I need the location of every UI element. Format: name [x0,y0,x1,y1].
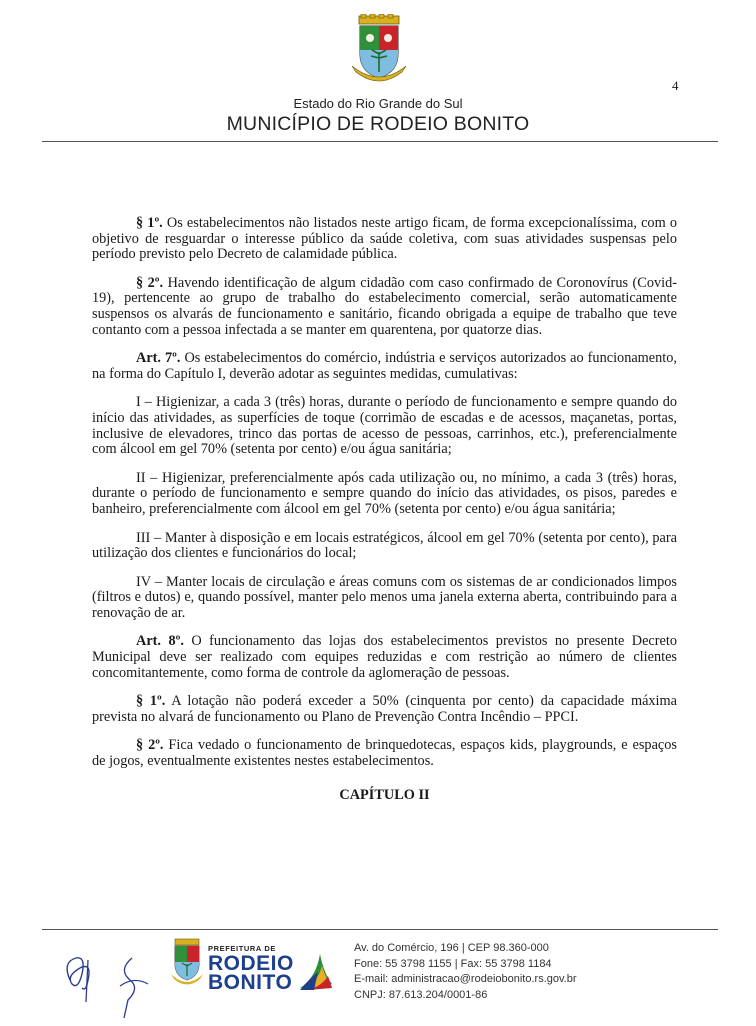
paragraph-art8-p2 [92,738,677,769]
article-label: Art. 7º. [136,350,181,367]
contact-address: Av. do Comércio, 196 | CEP 98.360-000 [354,942,549,954]
paragraph-text: Fica vedado o funcionamento de brinquedotecas, espaços kids, playgrounds, e espaços de jogos, eventualmente existentes nestes estabelecimentos. [92,737,677,770]
document-body [92,216,677,803]
article-label: Art. 8º. [136,633,184,650]
paragraph-art8 [92,634,677,681]
paragraph-item-ii: II – Higienizar, preferencialmente após cada utilização ou, no mínimo, a cada 3 (três) horas, durante o período de funcionamento e sempre quando do início das atividades, os pisos, paredes e banheiro, preferencialmente com álcool em gel 70% (setenta por cento) e/ou água sanitária; [92,469,677,517]
contact-info [354,941,577,1003]
paragraph-art6-p1 [92,216,677,263]
municipal-crest-icon [170,938,204,990]
header-divider [42,141,718,142]
paragraph-text: A lotação não poderá exceder a 50% (cinquenta por cento) da capacidade máxima prevista no alvará de funcionamento ou Plano de Prevenção Contra Incêndio – PPCI. [92,693,677,725]
paragraph-text: Havendo identificação de algum cidadão com caso confirmado de Coronovírus (Covid-19), pertencente ao grupo de trabalho do estabelecimento comercial, serão automaticamente suspensos os alvarás de funcionamento e sanitário, ficando obrigada a equipe de trabalho que teve contanto com a pessoa infectada a se manter em quarentena, por quatorze dias. [92,274,677,338]
paragraph-text: Os estabelecimentos não listados neste artigo ficam, de forma excepcionalíssima, com o objetivo de resguardar o interesse público da saúde coletiva, com suas atividades suspensas pelo período previsto pelo Decreto de calamidade pública. [92,215,677,263]
logo-prefeitura-text: PREFEITURA DE [208,944,276,953]
paragraph-item-iii: III – Manter à disposição e em locais estratégicos, álcool em gel 70% (setenta por cento), para utilização dos clientes e funcionários do local; [92,529,677,562]
paragraph-item-i: I – Higienizar, a cada 3 (três) horas, durante o período de funcionamento e sempre quando do início das atividades, as superfícies de toque (corrimão de escadas e de acessos, maçanetas, portas, inclusive de elevadores, trinco das portas de acesso de pessoas, carrinhos, etc.), preferencialmente com álcool em gel 70% (setenta por cento) e/ou água sanitária; [92,394,677,458]
logo-bonito-text: BONITO [208,971,293,994]
paragraph-text: Os estabelecimentos do comércio, indústria e serviços autorizados ao funcionamento, na forma do Capítulo I, deverão adotar as seguintes medidas, cumulativas: [92,350,677,382]
state-name: Estado do Rio Grande do Sul [293,96,463,111]
chapter-heading: CAPÍTULO II [339,786,430,803]
paragraph-item-iv: IV – Manter locais de circulação e áreas comuns com os sistemas de ar condicionados limpos (filtros e dutos) e, quando possível, manter pelo menos uma janela externa aberta, contribuindo para a renovação de ar. [92,573,677,621]
paragraph-art7 [92,351,677,382]
municipal-crest-icon [350,14,408,88]
paragraph-text: O funcionamento das lojas dos estabelecimentos previstos no presente Decreto Municipal deve ser realizado com equipes reduzidas e com restrição ao número de clientes concomitantemente, como forma de controle da aglomeração de pessoas. [92,633,677,681]
contact-phone: Fone: 55 3798 1155 | Fax: 55 3798 1184 [354,957,552,970]
contact-email: E-mail: administracao@rodeiobonito.rs.gov.br [354,973,577,985]
contact-cnpj: CNPJ: 87.613.204/0001-86 [354,988,488,1001]
municipality-title: MUNICÍPIO DE RODEIO BONITO [226,113,530,135]
paragraph-label: § 2º. [136,737,164,754]
handwritten-signature [58,940,168,1020]
logo-rodeio-text: RODEIO [208,952,294,975]
paragraph-label: § 2º. [136,274,164,291]
prefeitura-logo [170,938,350,998]
paragraph-label: § 1º. [136,693,166,710]
logo-swoosh-icon [298,948,334,992]
paragraph-art6-p2 [92,276,677,338]
paragraph-art8-p1 [92,694,677,725]
paragraph-label: § 1º. [136,215,163,231]
page-number: 4 [672,78,679,93]
footer-divider [42,929,718,930]
